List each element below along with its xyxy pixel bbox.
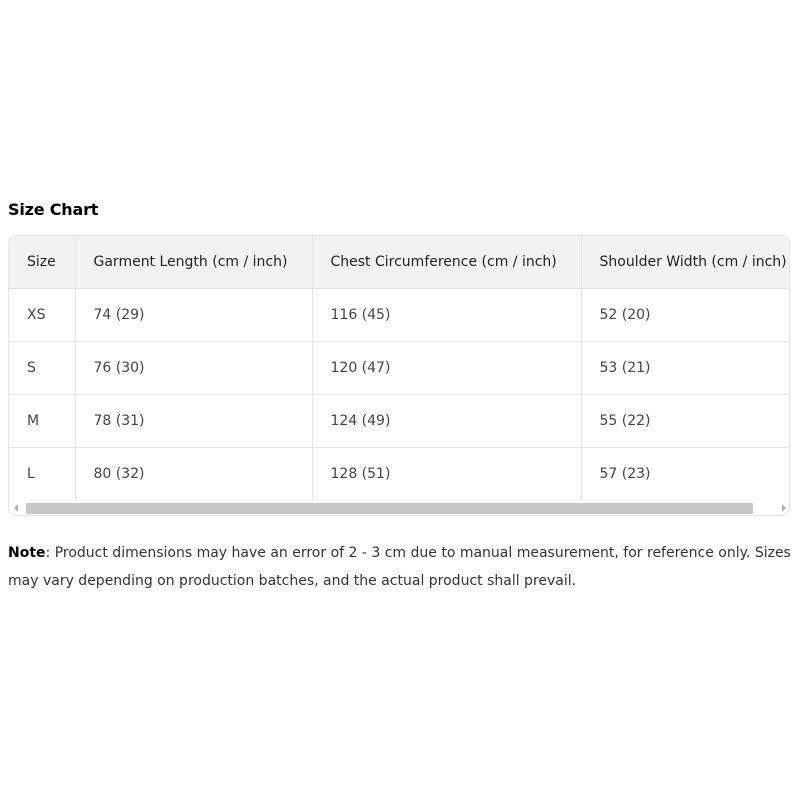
header-size: Size xyxy=(9,236,75,289)
table-scroll-area[interactable] xyxy=(9,236,790,501)
scrollbar-thumb[interactable] xyxy=(26,503,753,514)
note-paragraph xyxy=(8,539,792,595)
header-chest-circumference: Chest Circumference (cm / inch) xyxy=(312,236,581,289)
size-chart-table-container xyxy=(8,235,790,516)
cell-chest-circumference: 128 (51) xyxy=(312,448,581,501)
cell-garment-length: 76 (30) xyxy=(75,342,312,395)
table-row xyxy=(9,395,790,448)
table-header-row xyxy=(9,236,790,289)
cell-garment-length: 74 (29) xyxy=(75,289,312,342)
table-row xyxy=(9,342,790,395)
scroll-right-arrow-icon[interactable] xyxy=(782,504,786,512)
horizontal-scrollbar[interactable] xyxy=(9,501,790,516)
header-shoulder-width: Shoulder Width (cm / inch) xyxy=(581,236,790,289)
size-chart-table xyxy=(9,236,790,500)
cell-chest-circumference: 124 (49) xyxy=(312,395,581,448)
size-chart-title: Size Chart xyxy=(8,200,99,219)
cell-size: M xyxy=(9,395,75,448)
table-row xyxy=(9,289,790,342)
note-text: : Product dimensions may have an error of 2 - 3 cm due to manual measurement, for reference only. Sizes may vary depending on production batches, and the actual product shall prevail. xyxy=(8,545,791,589)
cell-garment-length: 78 (31) xyxy=(75,395,312,448)
cell-size: S xyxy=(9,342,75,395)
cell-shoulder-width: 57 (23) xyxy=(599,466,651,482)
cell-chest-circumference: 116 (45) xyxy=(312,289,581,342)
cell-chest-circumference: 120 (47) xyxy=(312,342,581,395)
cell-shoulder-width: 52 (20) xyxy=(581,289,790,342)
table-row xyxy=(9,448,790,501)
cell-size: XS xyxy=(9,289,75,342)
cell-shoulder-width: 53 (21) xyxy=(581,342,790,395)
cell-shoulder-width: 55 (22) xyxy=(581,395,790,448)
cell-size: L xyxy=(9,448,75,501)
note-label: Note xyxy=(8,545,46,561)
scroll-left-arrow-icon[interactable] xyxy=(14,504,18,512)
header-garment-length: Garment Length (cm / inch) xyxy=(75,236,312,289)
cell-garment-length: 80 (32) xyxy=(75,448,312,501)
